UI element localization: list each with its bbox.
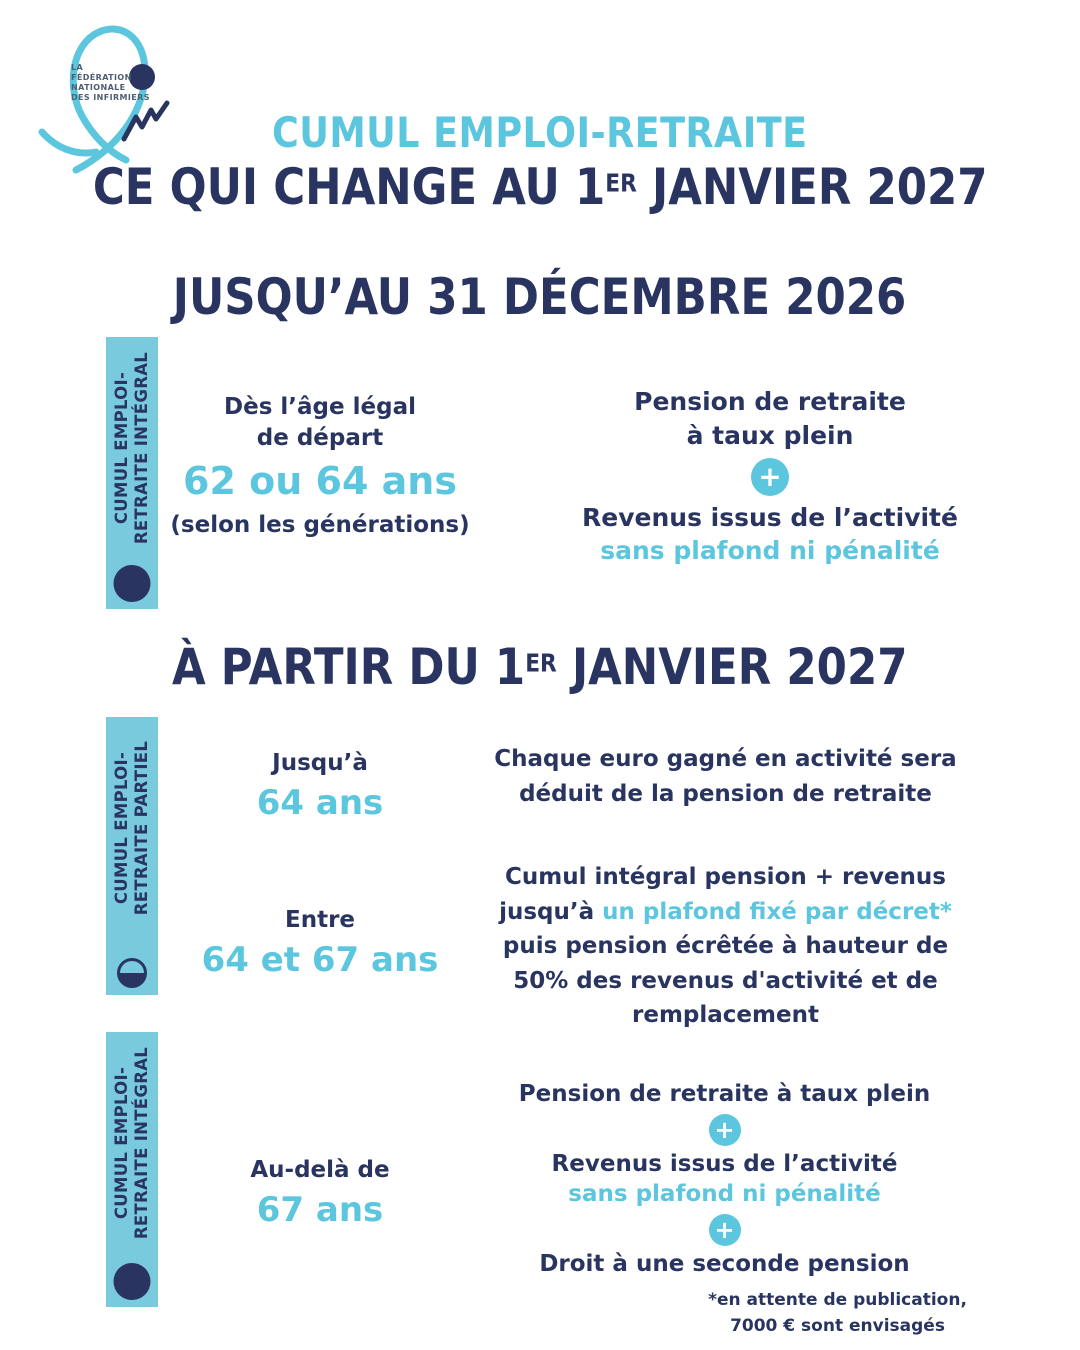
sidebar-label: CUMUL EMPLOI- RETRAITE INTÉGRAL: [112, 351, 151, 545]
before-2027-rule-block: [552, 385, 988, 568]
half-circle-icon: [117, 958, 147, 988]
row3-age-block: [175, 1155, 465, 1232]
footnote: [700, 1288, 975, 1339]
logo-dot-icon: [129, 64, 155, 90]
rule-line: puis pension écrêtée à hauteur de: [502, 933, 949, 959]
filled-circle-icon: [114, 565, 151, 602]
before-2027-age-block: [160, 392, 480, 541]
svg-text:DES INFIRMIERS: DES INFIRMIERS: [71, 93, 150, 102]
rule-line-highlight: sans plafond ni pénalité: [568, 1180, 881, 1207]
sidebar-cumul-integral-2: [106, 1032, 158, 1307]
rule-line: Chaque euro gagné en activité sera: [494, 746, 957, 772]
row1-age-block: [175, 748, 465, 825]
row1-rule-block: [468, 742, 983, 811]
rule-line: Pension de retraite à taux plein: [518, 1081, 931, 1107]
row2-age-block: [175, 905, 465, 982]
age-condition-line: Entre: [284, 907, 356, 933]
rule-line: Cumul intégral pension + revenus: [505, 864, 946, 890]
age-condition-line: Dès l’âge légal: [224, 394, 416, 420]
svg-text:NATIONALE: NATIONALE: [71, 83, 126, 92]
section-heading-before-2027: JUSQU’AU 31 DÉCEMBRE 2026: [173, 268, 907, 326]
plus-icon: +: [709, 1214, 741, 1246]
age-value: 62 ou 64 ans: [183, 459, 457, 504]
rule-line: Droit à une seconde pension: [539, 1250, 910, 1277]
age-condition-line: de départ: [256, 425, 384, 452]
rule-line: Pension de retraite: [634, 387, 906, 416]
sidebar-label: CUMUL EMPLOI- RETRAITE PARTIEL: [112, 740, 151, 916]
rule-line: remplacement: [632, 1002, 819, 1028]
rule-highlight: un plafond fixé par décret*: [602, 898, 952, 925]
age-condition-line: Jusqu’à: [272, 750, 368, 776]
sidebar-cumul-partiel: [106, 717, 158, 995]
rule-line: déduit de la pension de retraite: [519, 780, 932, 807]
row3-rule-block: [462, 1080, 987, 1280]
sidebar-cumul-integral-1: [106, 337, 158, 609]
page-title-line1: CUMUL EMPLOI-RETRAITE: [272, 108, 808, 157]
plus-icon: +: [709, 1114, 741, 1146]
rule-line-mixed: jusqu’à un plafond fixé par décret*: [499, 898, 952, 925]
plus-icon: +: [751, 458, 789, 496]
age-note: (selon les générations): [170, 511, 470, 538]
sidebar-label: CUMUL EMPLOI- RETRAITE INTÉGRAL: [112, 1046, 151, 1240]
row2-rule-block: [468, 860, 983, 1033]
age-value: 64 et 67 ans: [201, 940, 439, 981]
rule-line: 50% des revenus d'activité et de: [513, 967, 938, 994]
svg-text:FÉDÉRATION: FÉDÉRATION: [71, 73, 132, 82]
footnote-line: *en attente de publication,: [708, 1290, 967, 1310]
ordinal-sup: ER: [525, 648, 558, 678]
svg-text:LA: LA: [71, 63, 84, 72]
rule-line-highlight: sans plafond ni pénalité: [600, 536, 940, 566]
age-value: 67 ans: [256, 1190, 384, 1231]
ordinal-sup: ER: [605, 168, 637, 198]
rule-line: Revenus issus de l’activité: [551, 1150, 898, 1177]
footnote-line: 7000 € sont envisagés: [730, 1315, 945, 1336]
section-heading-after-2027: À PARTIR DU 1ER JANVIER 2027: [172, 638, 908, 696]
page-title-line2: CE QUI CHANGE AU 1ER JANVIER 2027: [92, 158, 988, 216]
age-condition-line: Au-delà de: [250, 1157, 390, 1183]
filled-circle-icon: [114, 1263, 151, 1300]
age-value: 64 ans: [256, 783, 384, 824]
rule-line: à taux plein: [686, 420, 854, 450]
rule-line: Revenus issus de l’activité: [582, 502, 958, 532]
